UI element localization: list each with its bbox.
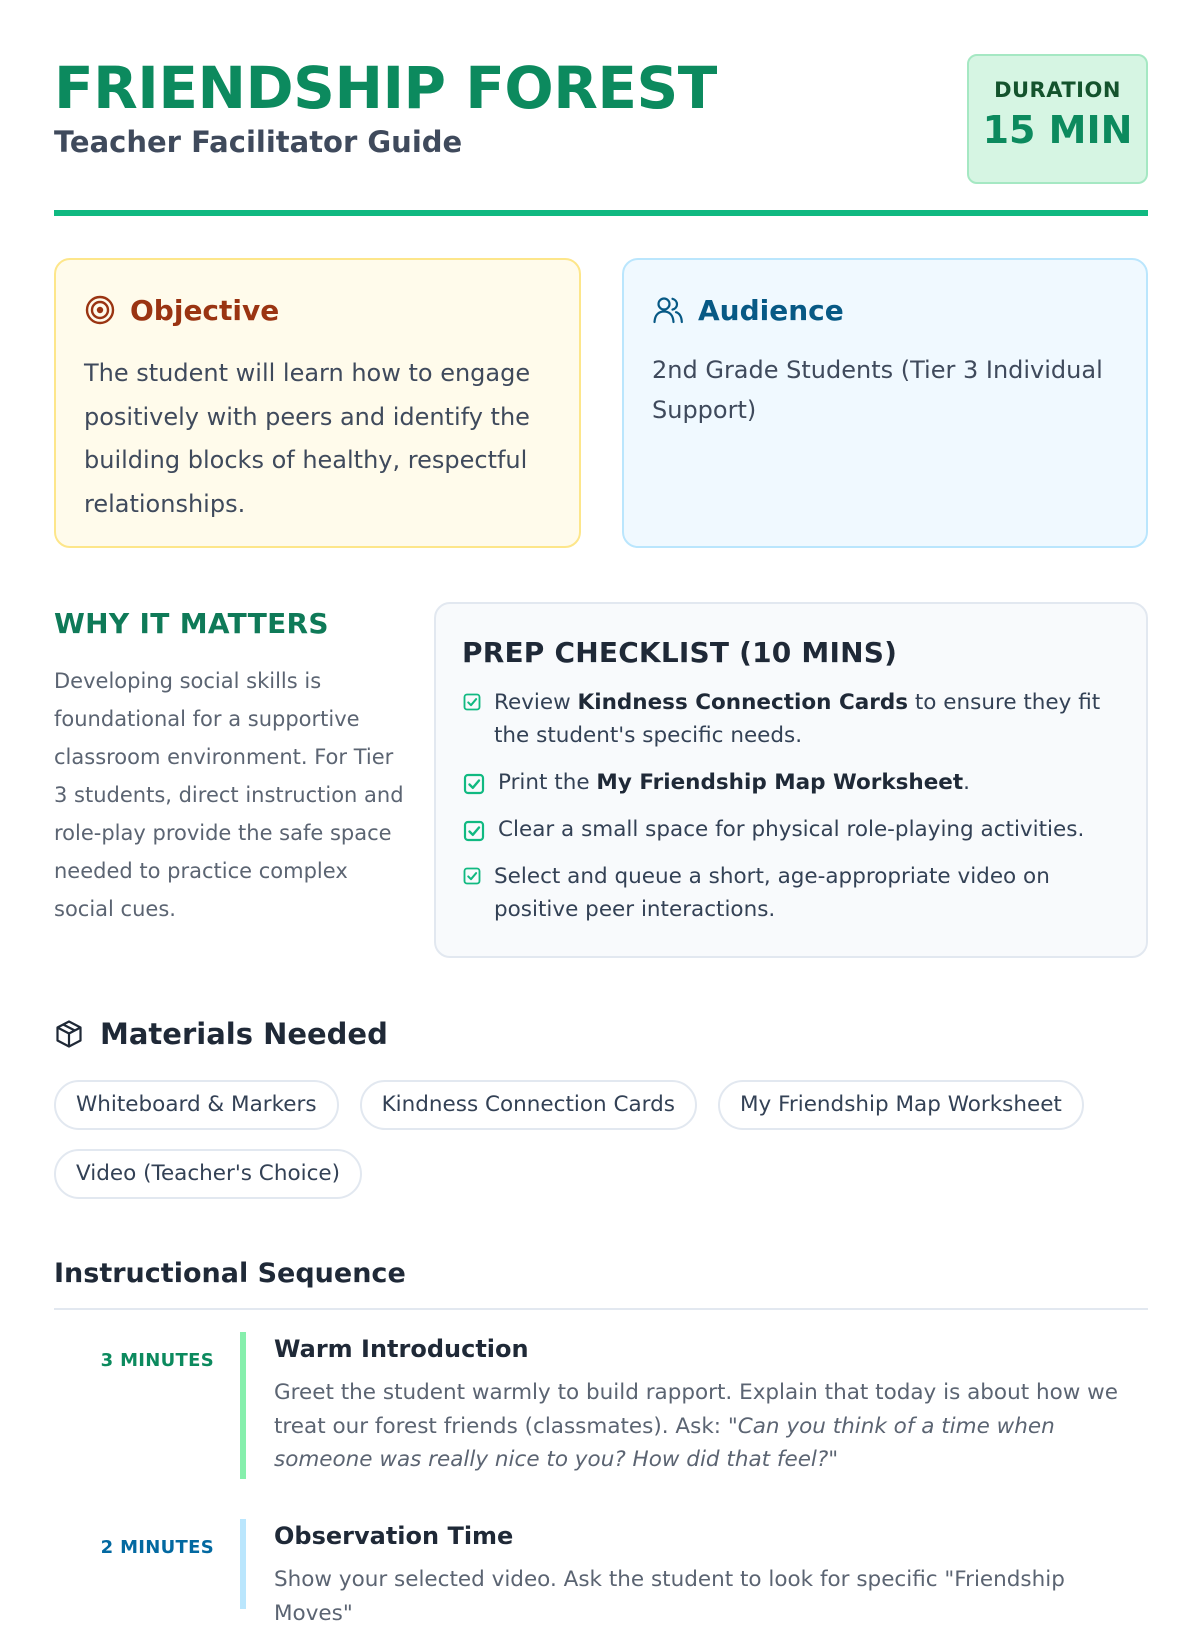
materials-section <box>54 1012 1148 1218</box>
objective-card <box>54 258 581 548</box>
step-title: Observation Time <box>274 1522 514 1550</box>
materials-header <box>54 1012 1148 1056</box>
why-it-matters-title: WHY IT MATTERS <box>54 607 329 640</box>
audience-title: Audience <box>698 293 844 327</box>
why-it-matters-text: Developing social skills is foundational for a supportive classroom environment. For Tier 3 students, direct instruction and role-play provide the safe space needed to practice complex social cues. <box>54 669 404 921</box>
materials-title: Materials Needed <box>100 1017 388 1051</box>
checklist-item <box>462 686 1120 752</box>
duration-value: 15 MIN <box>982 108 1133 152</box>
prep-checklist-card <box>434 602 1148 958</box>
audience-card <box>622 258 1148 548</box>
step-duration: 3 MINUTES <box>100 1350 214 1371</box>
checklist-item <box>462 766 1120 799</box>
target-icon <box>84 294 116 326</box>
instructional-sequence-title: Instructional Sequence <box>54 1258 406 1289</box>
step-body <box>274 1332 1148 1477</box>
check-square-icon <box>462 692 482 712</box>
box-icon <box>54 1019 84 1049</box>
audience-card-header <box>652 290 1118 330</box>
checklist-item-text: Clear a small space for physical role-playing activities. <box>498 817 1085 842</box>
step-accent-bar <box>240 1519 246 1609</box>
header-divider <box>54 210 1148 216</box>
objective-text: The student will learn how to engage positively with peers and identify the building blocks of healthy, respectful relationships. <box>84 359 531 518</box>
step-body <box>274 1519 1148 1630</box>
facilitator-guide-page <box>54 0 1148 1626</box>
duration-label: DURATION <box>994 78 1121 102</box>
prep-checklist <box>462 686 1120 926</box>
material-pill: Whiteboard & Markers <box>54 1080 339 1130</box>
check-square-icon <box>462 866 482 886</box>
objective-card-header <box>84 290 551 330</box>
step-duration: 2 MINUTES <box>100 1537 214 1558</box>
checklist-item <box>462 860 1120 926</box>
checklist-item-text: Review Kindness Connection Cards to ensure they fit the student's specific needs. <box>494 690 1101 748</box>
objective-title: Objective <box>130 293 280 327</box>
checklist-item <box>462 813 1120 846</box>
step-text: Show your selected video. Ask the student to look for specific "Friendship Moves" <box>274 1567 1065 1626</box>
material-pill: My Friendship Map Worksheet <box>718 1080 1084 1130</box>
audience-text: 2nd Grade Students (Tier 3 Individual Support) <box>652 356 1103 424</box>
prep-checklist-title: PREP CHECKLIST (10 MINS) <box>462 636 898 669</box>
step-accent-bar <box>240 1332 246 1479</box>
step-text: Greet the student warmly to build rapport. Explain that today is about how we treat our forest friends (classmates). Ask: "Can you think of a time when someone was really nice to you? How did that feel?" <box>274 1380 1118 1472</box>
page-title: FRIENDSHIP FOREST <box>54 54 717 122</box>
page-header <box>54 54 1148 184</box>
page-subtitle: Teacher Facilitator Guide <box>54 125 463 159</box>
check-square-icon <box>462 772 486 796</box>
checklist-item-text: Print the My Friendship Map Worksheet. <box>498 770 971 795</box>
materials-list <box>54 1080 1148 1218</box>
why-it-matters-section <box>54 604 406 928</box>
sequence-divider <box>54 1308 1148 1310</box>
checklist-item-text: Select and queue a short, age-appropriate video on positive peer interactions. <box>494 864 1050 922</box>
material-pill: Video (Teacher's Choice) <box>54 1149 362 1199</box>
check-square-icon <box>462 819 486 843</box>
users-icon <box>652 294 684 326</box>
instructional-sequence-section <box>54 1256 1148 1310</box>
duration-badge <box>967 54 1148 184</box>
material-pill: Kindness Connection Cards <box>360 1080 697 1130</box>
step-title: Warm Introduction <box>274 1335 529 1363</box>
